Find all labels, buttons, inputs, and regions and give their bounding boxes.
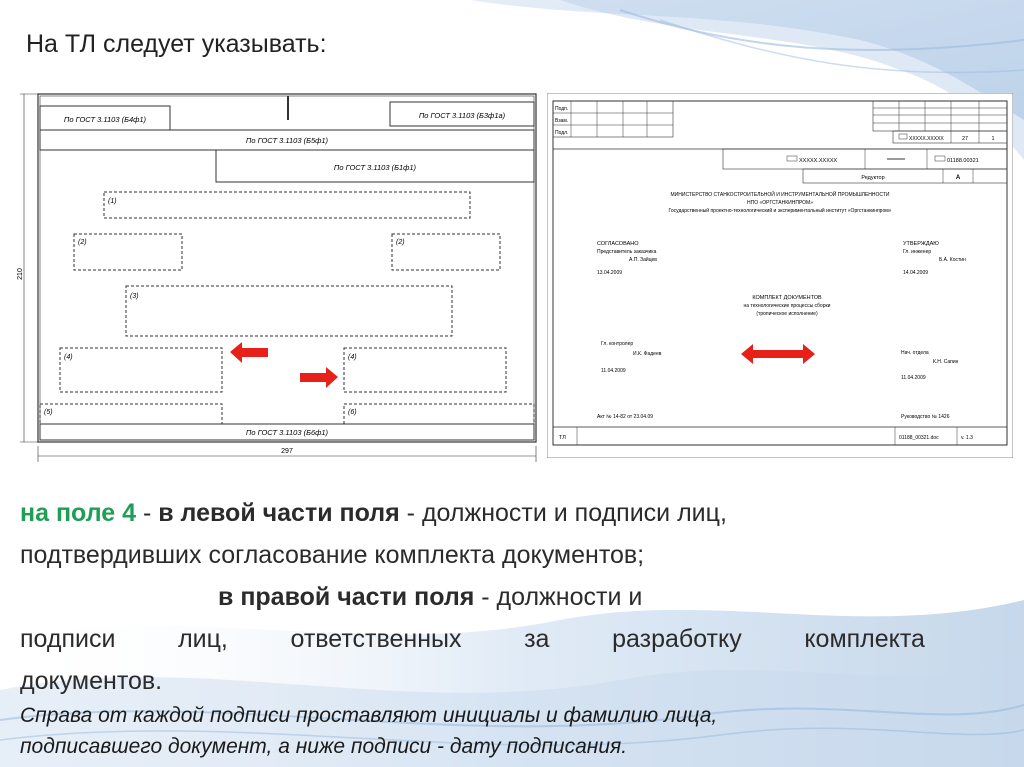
svg-text:ТЛ: ТЛ: [559, 435, 566, 441]
svg-text:Представитель заказчика: Представитель заказчика: [597, 249, 657, 255]
svg-text:(4): (4): [64, 354, 73, 361]
doc-ministry-line-2: НПО «ОРГСТАНКИНПРОМ»: [746, 200, 814, 206]
svg-text:27: 27: [961, 136, 969, 142]
svg-text:Редуктор: Редуктор: [861, 175, 885, 181]
doc-act: Акт № 14-82 от 23.04.09: [597, 414, 654, 420]
svg-text:XXXXX.XXXXX: XXXXX.XXXXX: [909, 136, 944, 142]
svg-text:(6): (6): [348, 409, 357, 416]
svg-text:(3): (3): [130, 293, 139, 300]
svg-text:Гл. инженер: Гл. инженер: [903, 249, 932, 255]
svg-text:По ГОСТ 3.1103 (Б5ф1): По ГОСТ 3.1103 (Б5ф1): [245, 136, 329, 145]
svg-text:А: А: [955, 175, 961, 181]
svg-text:(2): (2): [78, 239, 87, 246]
svg-text:XXXXX.XXXXX: XXXXX.XXXXX: [799, 158, 838, 164]
doc-ministry-line-1: МИНИСТЕРСТВО СТАНКОСТРОИТЕЛЬНОЙ И ИНСТРУМЕНТАЛЬНОЙ ПРОМЫШЛЕННОСТИ: [670, 192, 890, 198]
title-sheet-schema: [16, 84, 542, 468]
svg-text:01188_00321.doc: 01188_00321.doc: [899, 435, 939, 441]
doc-guide: Руководство № 1426: [901, 414, 950, 420]
svg-text:11.04.2009: 11.04.2009: [601, 368, 626, 374]
svg-text:01188.00321: 01188.00321: [947, 158, 979, 164]
svg-text:11.04.2009: 11.04.2009: [901, 375, 926, 381]
svg-text:Нач. отдела: Нач. отдела: [901, 350, 929, 356]
field-4-highlight: на поле 4: [20, 499, 137, 527]
text-line-4: подписи лиц, ответственных за разработку комплекта: [20, 625, 925, 653]
svg-text:Взам.: Взам.: [555, 118, 569, 124]
doc-kit-subtitle: на технологические процессы сборки: [743, 303, 831, 309]
left-part-label: в левой части поля: [158, 499, 400, 527]
doc-kit-note: (тропическое исполнение): [756, 311, 818, 317]
svg-text:(4): (4): [348, 354, 357, 361]
slide-title: На ТЛ следует указывать:: [26, 30, 327, 58]
svg-text:Подп.: Подп.: [555, 106, 569, 112]
note-line-1: Справа от каждой подписи проставляют инициалы и фамилию лица,: [20, 704, 718, 727]
svg-text:УТВЕРЖДАЮ: УТВЕРЖДАЮ: [903, 241, 939, 247]
svg-text:СОГЛАСОВАНО: СОГЛАСОВАНО: [597, 241, 639, 247]
svg-text:(5): (5): [44, 409, 53, 416]
svg-text:(2): (2): [396, 239, 405, 246]
doc-ministry-line-3: Государственный проектно-технологический и экспериментальный институт «Оргстанкинпром»: [668, 208, 892, 214]
svg-text:210: 210: [17, 268, 24, 280]
svg-text:Б.А. Костин: Б.А. Костин: [939, 257, 966, 263]
svg-text:13.04.2009: 13.04.2009: [597, 270, 623, 276]
svg-text:Гл. контролер: Гл. контролер: [601, 341, 634, 347]
main-explanation: [20, 492, 1000, 702]
svg-text:По ГОСТ 3.1103 (Б4ф1): По ГОСТ 3.1103 (Б4ф1): [63, 115, 147, 124]
text-line-5: документов.: [20, 667, 163, 695]
svg-text:297: 297: [281, 448, 293, 455]
text-line-1: на поле 4 - в левой части поля - должности и подписи лиц,: [20, 499, 727, 527]
svg-text:По ГОСТ 3.1103 (Б3ф1а): По ГОСТ 3.1103 (Б3ф1а): [418, 111, 506, 120]
sample-title-sheet: [547, 93, 1013, 458]
svg-text:И.К. Фадеев: И.К. Фадеев: [633, 351, 662, 357]
svg-text:14.04.2009: 14.04.2009: [903, 270, 929, 276]
svg-text:К.Н. Сапин: К.Н. Сапин: [933, 359, 959, 365]
italic-note: [20, 700, 1010, 762]
svg-text:По ГОСТ 3.1103 (Б6ф1): По ГОСТ 3.1103 (Б6ф1): [245, 428, 329, 437]
svg-text:По ГОСТ 3.1103 (Б1ф1): По ГОСТ 3.1103 (Б1ф1): [333, 163, 417, 172]
doc-kit-title: КОМПЛЕКТ ДОКУМЕНТОВ: [752, 295, 822, 301]
svg-text:(1): (1): [108, 198, 117, 205]
svg-text:Подл.: Подл.: [555, 130, 569, 136]
text-line-2: подтвердивших согласование комплекта документов;: [20, 541, 645, 569]
right-part-label: в правой части поля: [218, 583, 475, 611]
svg-text:v. 1.3: v. 1.3: [961, 435, 973, 441]
svg-text:1: 1: [991, 136, 995, 142]
svg-text:А.П. Зайцев: А.П. Зайцев: [629, 257, 657, 263]
text-line-3: в правой части поля - должности и: [218, 583, 643, 611]
note-line-2: подписавшего документ, а ниже подписи - дату подписания.: [20, 735, 628, 758]
